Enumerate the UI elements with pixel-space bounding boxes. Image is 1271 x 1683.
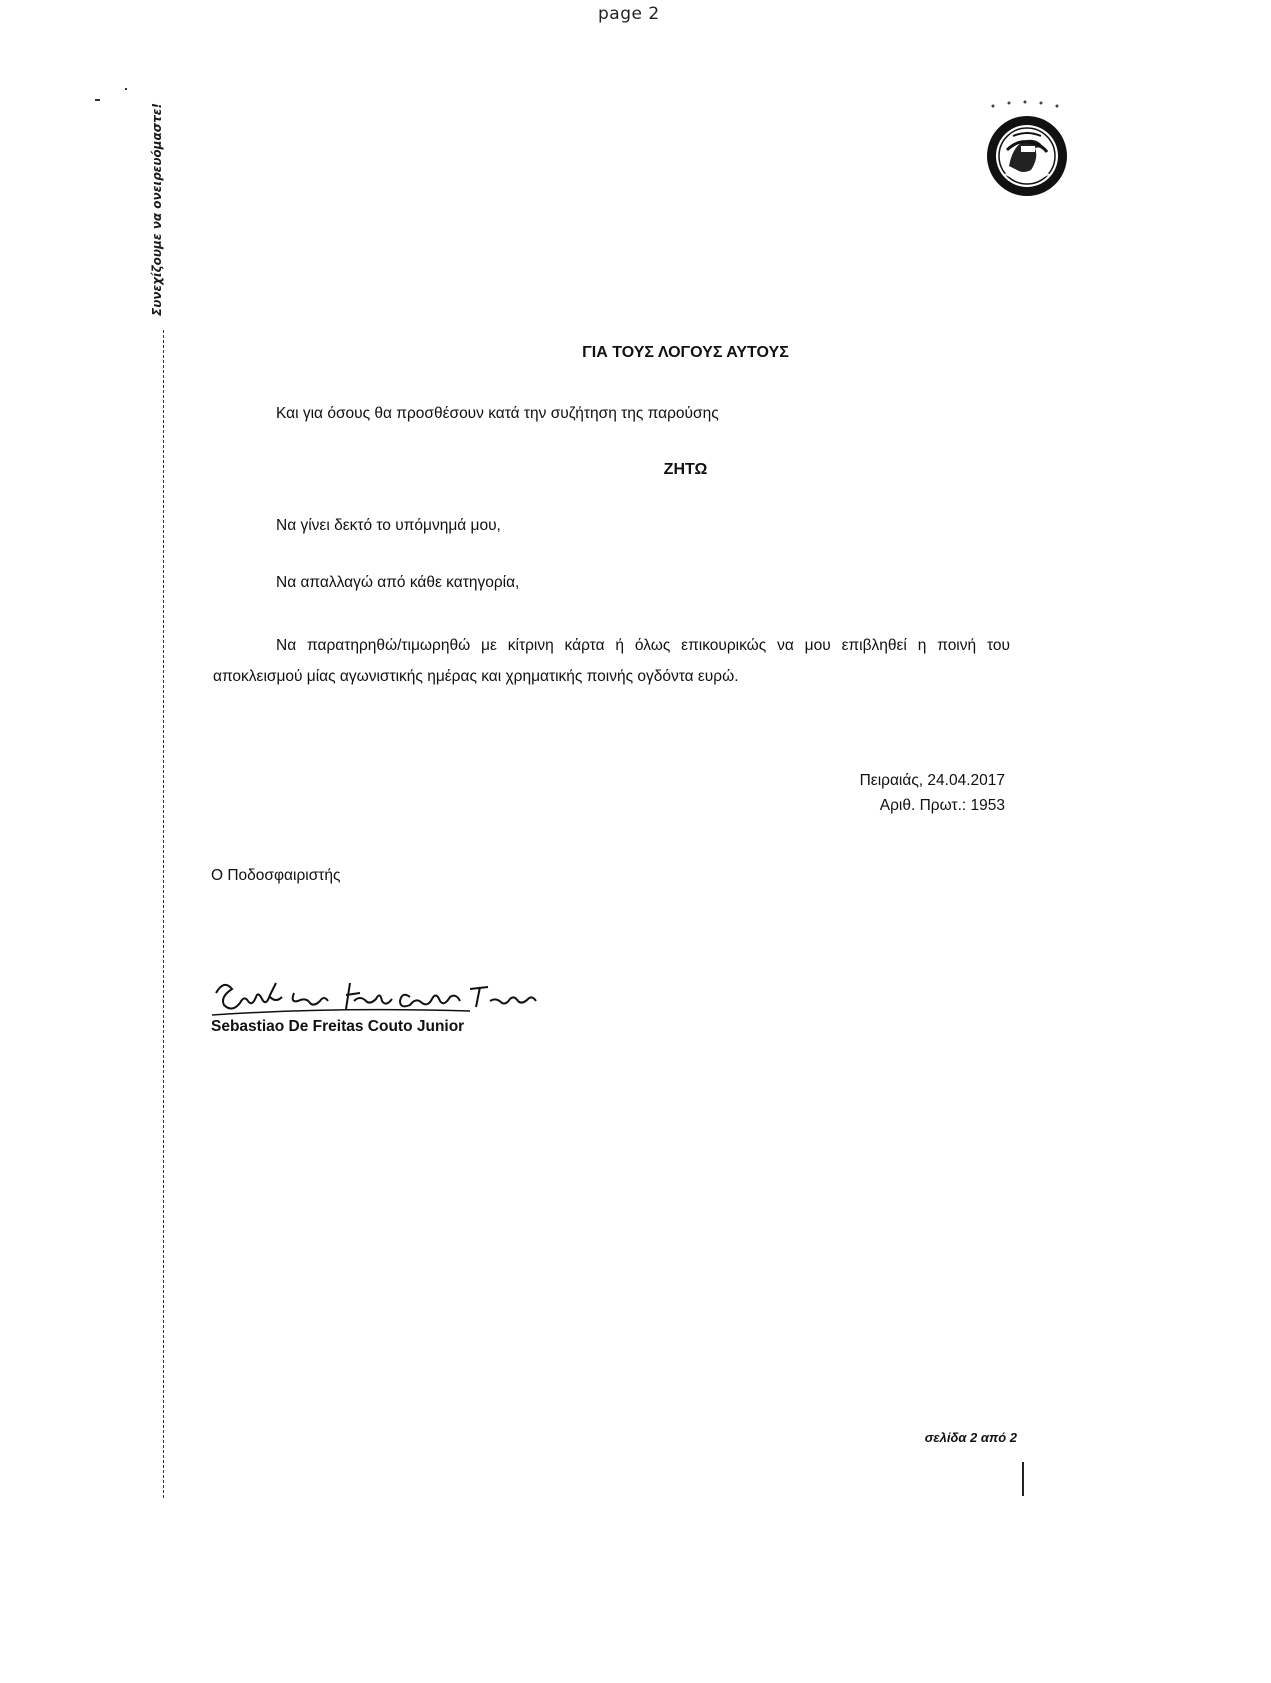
side-slogan-text: Συνεχίζουμε να ονειρευόμαστε! bbox=[150, 103, 164, 316]
page-label: page 2 bbox=[598, 4, 660, 24]
request-item: Να γίνει δεκτό το υπόμνημά μου, bbox=[276, 517, 501, 534]
club-crest-icon bbox=[983, 100, 1071, 200]
side-dashed-line bbox=[163, 330, 164, 1498]
request-item: Να παρατηρηθώ/τιμωρηθώ με κίτρινη κάρτα ή όλως επικουρικώς να μου επιβληθεί η ποινή του αποκλεισμού μίας αγωνιστικής ημέρας και χρηματικής ποινής ογδόντα ευρώ. bbox=[213, 637, 1010, 685]
signature-icon bbox=[210, 977, 570, 1019]
section-heading: ΓΙΑ ΤΟΥΣ ΛΟΓΟΥΣ ΑΥΤΟΥΣ bbox=[582, 344, 789, 361]
request-heading: ΖΗΤΩ bbox=[663, 461, 708, 478]
protocol-number: Αριθ. Πρωτ.: 1953 bbox=[879, 797, 1005, 814]
request-item: Να απαλλαγώ από κάθε κατηγορία, bbox=[276, 574, 520, 591]
page-count: σελίδα 2 από 2 bbox=[924, 1430, 1017, 1445]
intro-line: Και για όσους θα προσθέσουν κατά την συζήτηση της παρούσης bbox=[276, 405, 719, 422]
signer-role: Ο Ποδοσφαιριστής bbox=[211, 867, 341, 884]
scan-speck bbox=[95, 99, 100, 101]
signer-name: Sebastiao De Freitas Couto Junior bbox=[211, 1018, 465, 1035]
scan-speck bbox=[125, 88, 127, 90]
date-block bbox=[860, 768, 1005, 818]
side-slogan bbox=[150, 86, 170, 316]
date-line: Πειραιάς, 24.04.2017 bbox=[859, 772, 1005, 789]
margin-bar bbox=[1022, 1462, 1024, 1496]
